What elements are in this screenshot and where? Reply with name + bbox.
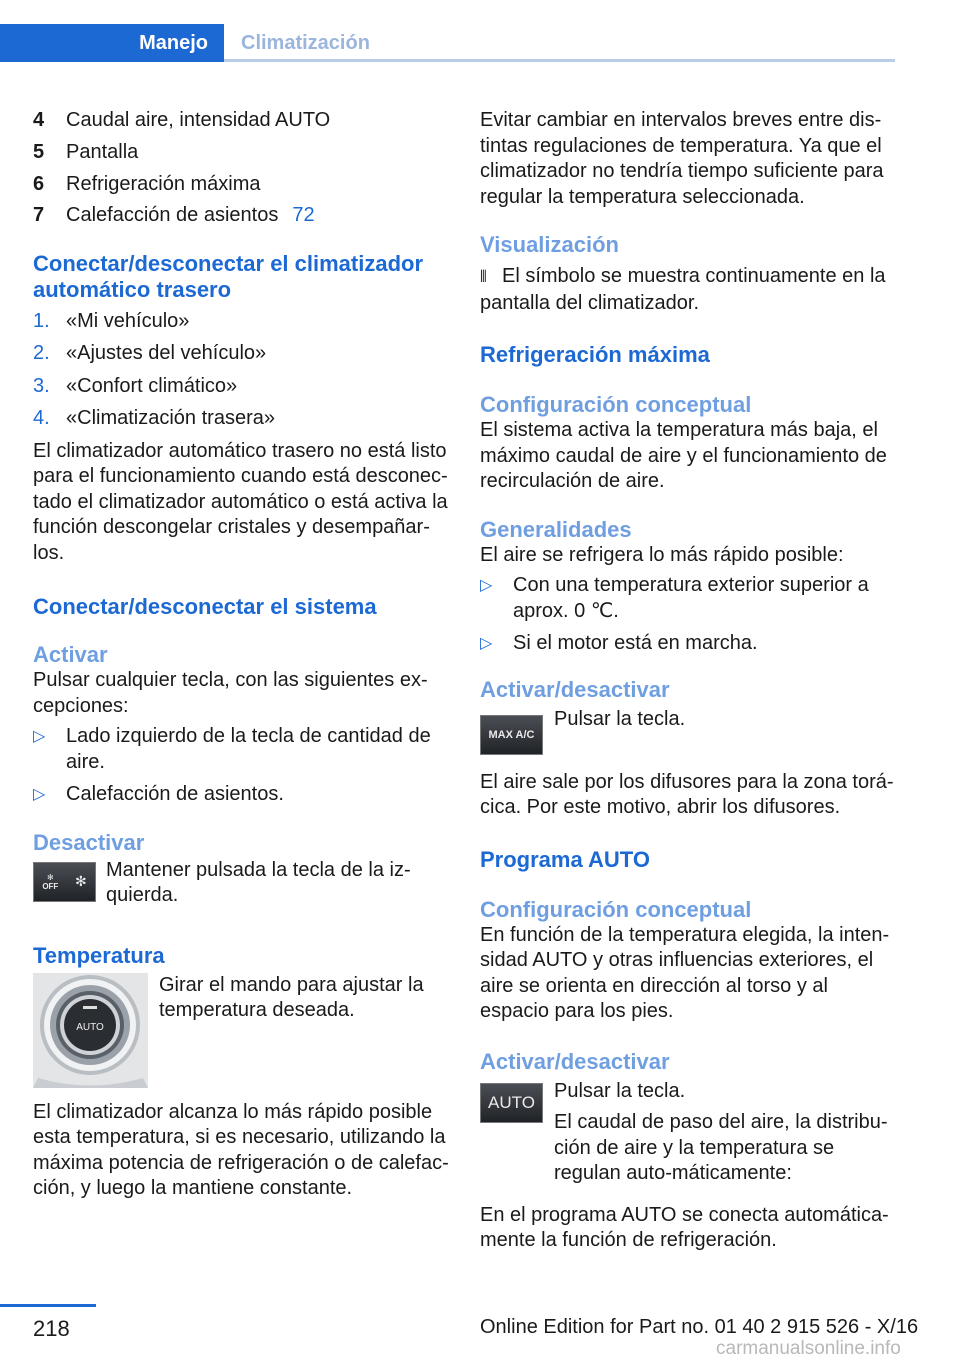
step-number: 3. bbox=[33, 374, 50, 397]
subheading-concept-1: Configuración conceptual bbox=[480, 392, 752, 417]
page-number: 218 bbox=[33, 1316, 70, 1341]
off-fan-button-image bbox=[33, 862, 96, 902]
deactivate-text: Mantener pulsada la tecla de la iz-quierda. bbox=[106, 858, 411, 907]
toggle2-text-1: Pulsar la tecla. bbox=[554, 1079, 686, 1102]
subheading-toggle-1: Activar/desactivar bbox=[480, 676, 670, 702]
list-item bbox=[33, 140, 453, 166]
display-text: El símbolo se muestra continuamente en la pantalla del climatizador. bbox=[480, 265, 886, 314]
bullet-item bbox=[33, 782, 453, 808]
step-item bbox=[33, 309, 453, 335]
item-text: Refrigeración máxima bbox=[66, 172, 261, 195]
toggle1-text: Pulsar la tecla. bbox=[554, 707, 686, 730]
step-text: «Confort climático» bbox=[66, 374, 238, 397]
item-text: Caudal aire, intensidad AUTO bbox=[66, 109, 331, 131]
step-text: «Ajustes del vehículo» bbox=[66, 342, 267, 365]
intro-paragraph: Evitar cambiar en intervalos breves entre dis-tintas regulaciones de temperatura. Ya que el climatizador no tendría tiempo suficiente para regular la temperatura seleccionada. bbox=[480, 109, 884, 208]
steps-list bbox=[33, 309, 453, 432]
auto-row bbox=[480, 1079, 900, 1187]
max-ac-button-image: MAX A/C bbox=[480, 715, 543, 755]
bullet-text: Con una temperatura exterior superior a aprox. 0 ℃. bbox=[513, 574, 869, 622]
header-tabs bbox=[0, 0, 895, 62]
heading-max-cooling: Refrigeración máxima bbox=[480, 342, 710, 367]
step-number: 1. bbox=[33, 309, 50, 332]
item-number: 7 bbox=[33, 204, 45, 227]
concept2-text: En función de la temperatura elegida, la inten-sidad AUTO y otras influencias exteriores, el aire se orienta en dirección al torso y al espacio para los pies. bbox=[480, 923, 890, 1022]
heading-rear-climate: Conectar/desconectar el climatizador automático trasero bbox=[33, 250, 424, 302]
tab-manejo[interactable]: Manejo bbox=[0, 24, 224, 62]
subheading-display: Visualización bbox=[480, 232, 619, 257]
temperature-knob-image bbox=[33, 973, 148, 1088]
knob-icon bbox=[33, 973, 148, 1088]
bullet-item bbox=[33, 724, 453, 775]
fan-off-icon: ✻ OFF bbox=[42, 872, 59, 891]
triangle-bullet-icon: ▷ bbox=[480, 577, 493, 594]
item-number: 5 bbox=[33, 140, 45, 163]
bullet-text: Si el motor está en marcha. bbox=[513, 632, 758, 654]
auto-button-image: AUTO bbox=[480, 1083, 543, 1123]
temperature-paragraph: El climatizador alcanza lo más rápido posible esta temperatura, si es necesario, utilizando la máxima potencia de refrigeración o de calefac-ción, y luego la mantiene constante. bbox=[33, 1100, 449, 1200]
step-text: «Mi vehículo» bbox=[66, 309, 190, 332]
list-item bbox=[33, 203, 453, 229]
page-reference-link[interactable]: 72 bbox=[292, 204, 315, 227]
max-ac-row bbox=[480, 707, 900, 755]
list-item bbox=[33, 172, 453, 198]
step-number: 2. bbox=[33, 342, 50, 365]
bullet-item bbox=[480, 573, 900, 624]
subheading-toggle-2: Activar/desactivar bbox=[480, 1048, 670, 1074]
tab-climatizacion[interactable]: Climatización bbox=[241, 31, 370, 54]
heading-temperature: Temperatura bbox=[33, 942, 165, 968]
display-paragraph bbox=[480, 264, 900, 316]
triangle-bullet-icon: ▷ bbox=[33, 786, 46, 804]
right-column bbox=[480, 108, 900, 1254]
legend-list bbox=[33, 108, 453, 229]
activate-bullets bbox=[33, 724, 453, 808]
subheading-deactivate: Desactivar bbox=[33, 829, 145, 855]
auto-paragraph: En el programa AUTO se conecta automática-mente la función de refrigeración. bbox=[480, 1203, 889, 1251]
edition-text: Online Edition for Part no. 01 40 2 915 526 - X/16 bbox=[480, 1316, 919, 1338]
toggle2-text-2: El caudal de paso del aire, la distribu-ción de aire y la temperatura se regulan auto-máticamente: bbox=[554, 1111, 888, 1184]
subheading-activate: Activar bbox=[33, 642, 108, 668]
activate-text: Pulsar cualquier tecla, con las siguientes ex-cepciones: bbox=[33, 669, 428, 717]
concept1-text: El sistema activa la temperatura más baja, el máximo caudal de aire y el funcionamiento de recirculación de aire. bbox=[480, 419, 887, 492]
svg-text:AUTO: AUTO bbox=[76, 1021, 104, 1033]
cooling-symbol-icon: ⫴ bbox=[480, 269, 487, 286]
item-number: 4 bbox=[33, 109, 45, 131]
triangle-bullet-icon: ▷ bbox=[480, 635, 493, 652]
bullet-item bbox=[480, 631, 900, 657]
subheading-general: Generalidades bbox=[480, 516, 632, 542]
fan-icon: ✻ bbox=[74, 873, 87, 890]
footer-rule bbox=[0, 1304, 96, 1307]
item-text: Calefacción de asientos bbox=[66, 204, 279, 227]
item-text: Pantalla bbox=[66, 140, 139, 163]
max-paragraph: El aire sale por los difusores para la zona torá-cica. Por este motivo, abrir los difusores. bbox=[480, 770, 894, 818]
heading-system: Conectar/desconectar el sistema bbox=[33, 594, 377, 620]
watermark: carmanualsonline.info bbox=[716, 1338, 901, 1359]
step-number: 4. bbox=[33, 407, 50, 430]
heading-auto-program: Programa AUTO bbox=[480, 846, 650, 872]
step-item bbox=[33, 374, 453, 400]
left-column bbox=[33, 108, 453, 1202]
toggle2-texts bbox=[554, 1079, 900, 1187]
temperature-row bbox=[33, 973, 453, 1088]
tab-underline bbox=[224, 59, 895, 62]
bullet-text: Lado izquierdo de la tecla de cantidad de aire. bbox=[66, 725, 431, 773]
deactivate-row bbox=[33, 858, 453, 909]
bullet-text: Calefacción de asientos. bbox=[66, 783, 284, 806]
subheading-concept-2: Configuración conceptual bbox=[480, 896, 752, 922]
item-number: 6 bbox=[33, 172, 45, 195]
temperature-text: Girar el mando para ajustar la temperatura deseada. bbox=[159, 973, 424, 1022]
triangle-bullet-icon: ▷ bbox=[33, 728, 46, 746]
step-item bbox=[33, 406, 453, 432]
general-bullets bbox=[480, 573, 900, 657]
rear-paragraph: El climatizador automático trasero no está listo para el funcionamiento cuando está desconec-tado el climatizador automático o está activa la función descongelar cristales y desempañar-los. bbox=[33, 439, 448, 564]
step-item bbox=[33, 341, 453, 367]
list-item bbox=[33, 108, 453, 134]
step-text: «Climatización trasera» bbox=[66, 407, 275, 430]
general-text: El aire se refrigera lo más rápido posible: bbox=[480, 543, 844, 566]
